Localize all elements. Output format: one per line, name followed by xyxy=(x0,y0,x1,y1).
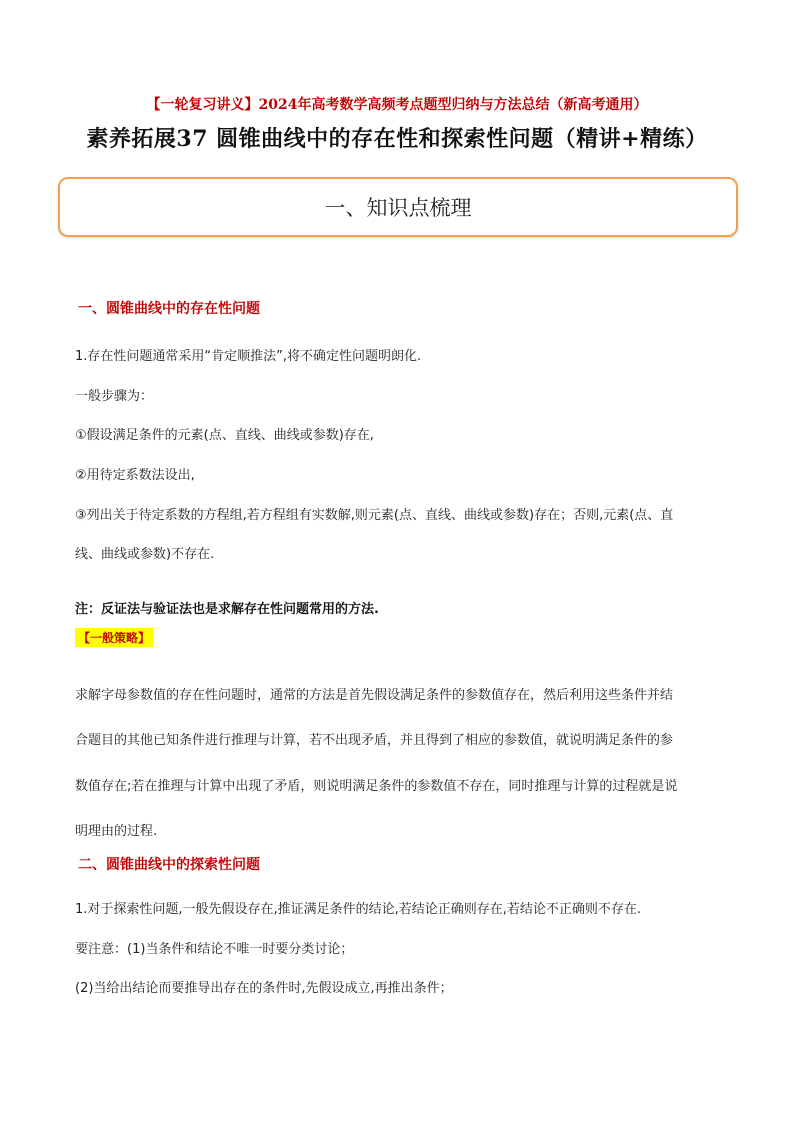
section-box-label: 一、知识点梳理 xyxy=(324,196,472,220)
step-2: ②用待定系数法设出, xyxy=(75,468,195,483)
strategy-line-4: 明理由的过程. xyxy=(75,824,158,839)
section2-paragraph-2: 要注意：(1)当条件和结论不唯一时要分类讨论； xyxy=(75,942,354,957)
strategy-line-1: 求解字母参数值的存在性问题时，通常的方法是首先假设满足条件的参数值存在，然后利用这些条件并结 xyxy=(75,688,674,703)
section1-paragraph-2: 一般步骤为： xyxy=(75,389,154,404)
note-text: 注：反证法与验证法也是求解存在性问题常用的方法. xyxy=(75,602,379,617)
section2-paragraph-3: (2)当给出结论而要推导出存在的条件时,先假设成立,再推出条件； xyxy=(75,981,453,996)
section1-paragraph-1: 1.存在性问题通常采用“肯定顺推法”,将不确定性问题明朗化. xyxy=(75,349,422,364)
strategy-line-2: 合题目的其他已知条件进行推理与计算，若不出现矛盾，并且得到了相应的参数值，就说明满足条件的参 xyxy=(75,733,674,748)
section1-heading: 一、圆锥曲线中的存在性问题 xyxy=(78,301,260,317)
step-3-line-1: ③列出关于待定系数的方程组,若方程组有实数解,则元素(点、直线、曲线或参数)存在；否则,元素(点、直 xyxy=(75,508,674,523)
strategy-line-3: 数值存在;若在推理与计算中出现了矛盾，则说明满足条件的参数值不存在，同时推理与计算的过程就是说 xyxy=(75,779,678,794)
page-title: 素养拓展37 圆锥曲线中的存在性和探索性问题（精讲+精练） xyxy=(86,126,708,152)
section2-heading: 二、圆锥曲线中的探索性问题 xyxy=(78,857,260,873)
section2-paragraph-1: 1.对于探索性问题,一般先假设存在,推证满足条件的结论,若结论正确则存在,若结论不正确则不存在. xyxy=(75,902,642,917)
step-1: ①假设满足条件的元素(点、直线、曲线或参数)存在, xyxy=(75,428,374,443)
step-3-line-2: 线、曲线或参数)不存在. xyxy=(75,547,215,562)
strategy-tag: 【一般策略】 xyxy=(75,628,153,647)
series-title: 【一轮复习讲义】2024年高考数学高频考点题型归纳与方法总结（新高考通用） xyxy=(146,97,648,113)
